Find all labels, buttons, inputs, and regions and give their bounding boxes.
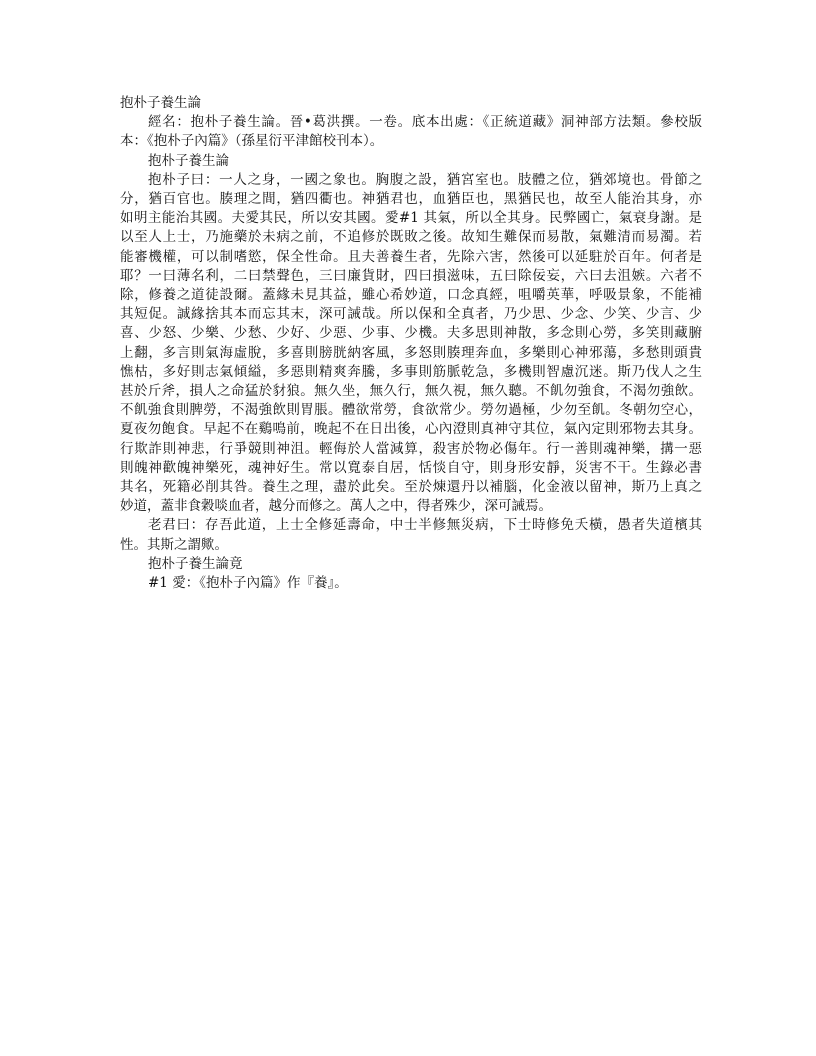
body-text-line: 除，修養之道徒設爾。蓋緣未見其益，雖心希妙道，口念真經，咀嚼英華，呼吸景象，不能補	[120, 287, 702, 304]
body-text-line: 耶？一曰薄名利，二曰禁聲色，三曰廉貨財，四曰損滋味，五曰除佞妄，六曰去沮嫉。六者不	[120, 267, 702, 284]
body-text-line: 憔枯，多好則志氣傾縊，多惡則精爽奔騰，多事則筋脈乾急，多機則智慮沉迷。斯乃伐人之生	[120, 363, 702, 380]
body-text-line: 分，猶百官也。腠理之間，猶四衢也。神猶君也，血猶臣也，黑猶民也，故至人能治其身，亦	[120, 191, 702, 208]
body-text-line: 本：《抱朴子內篇》（孫星衍平津館校刊本）。	[120, 133, 384, 150]
body-text-line: 不飢強食則脾勞，不渴強飲則胃脹。體欲常勞，食欲常少。勞勿過極，少勿至飢。冬朝勿空心，	[120, 402, 702, 419]
body-text-line: 性。其斯之謂歟。	[120, 536, 228, 553]
section-heading: 抱朴子養生論	[148, 152, 229, 169]
end-title: 抱朴子養生論竟	[148, 555, 243, 572]
body-text-line: 其短促。誠緣捨其本而忘其末，深可誡哉。所以保和全真者，乃少思、少念、少笑、少言、少	[120, 306, 702, 323]
footnote: #1 愛：《抱朴子內篇》作『養』。	[148, 575, 348, 592]
body-text-line: 喜、少怒、少樂、少愁、少好、少惡、少事、少機。夫多思則神散，多念則心勞，多笑則藏腑	[120, 325, 702, 342]
body-text-line: 抱朴子曰：一人之身，一國之象也。胸腹之設，猶宮室也。肢體之位，猶郊境也。骨節之	[148, 171, 702, 188]
body-text-line: 其名，死籍必削其咎。養生之理，盡於此矣。至於煉還丹以補腦，化金液以留神，斯乃上真之	[120, 479, 702, 496]
body-text-line: 以至人上士，乃施藥於未病之前，不追修於既敗之後。故知生難保而易散，氣難清而易濁。若	[120, 229, 702, 246]
body-text-line: 如明主能治其國。夫愛其民，所以安其國。愛#1 其氣，所以全其身。民弊國亡，氣衰身謝。是	[120, 210, 702, 227]
body-text-line: 經名：抱朴子養生論。晉•葛洪撰。一卷。底本出處：《正統道藏》洞神部方法類。參校版	[148, 114, 702, 131]
body-text-line: 妙道，蓋非食穀啖血者，越分而修之。萬人之中，得者殊少，深可誡焉。	[120, 498, 552, 515]
body-text-line: 甚於斤斧，損人之命猛於豺狼。無久坐，無久行，無久視，無久聽。不飢勿強食，不渴勿強飲。	[120, 383, 702, 400]
body-text-line: 能審機權，可以制嗜慾，保全性命。且夫善養生者，先除六害，然後可以延駐於百年。何者是	[120, 248, 702, 265]
document-page	[120, 94, 702, 593]
body-text-line: 則魄神歡魄神樂死，魂神好生。常以寬泰自居，恬惔自守，則身形安靜，災害不干。生錄必書	[120, 459, 702, 476]
body-text-line: 上翻，多言則氣海虛脫，多喜則膀胱納客風，多怒則腠理奔血，多樂則心神邪蕩，多愁則頭貴	[120, 344, 702, 361]
document-title: 抱朴子養生論	[120, 95, 201, 111]
body-text-line: 夏夜勿飽食。早起不在鷄鳴前，晚起不在日出後，心內澄則真神守其位，氣內定則邪物去其身。	[120, 421, 702, 438]
body-text-line: 老君曰：存吾此道，上士全修延壽命，中士半修無災病，下士時修免夭橫，愚者失道檳其	[148, 517, 702, 534]
body-text-line: 行欺詐則神悲，行爭競則神沮。輕侮於人當減算，殺害於物必傷年。行一善則魂神樂，搆一惡	[120, 440, 702, 457]
